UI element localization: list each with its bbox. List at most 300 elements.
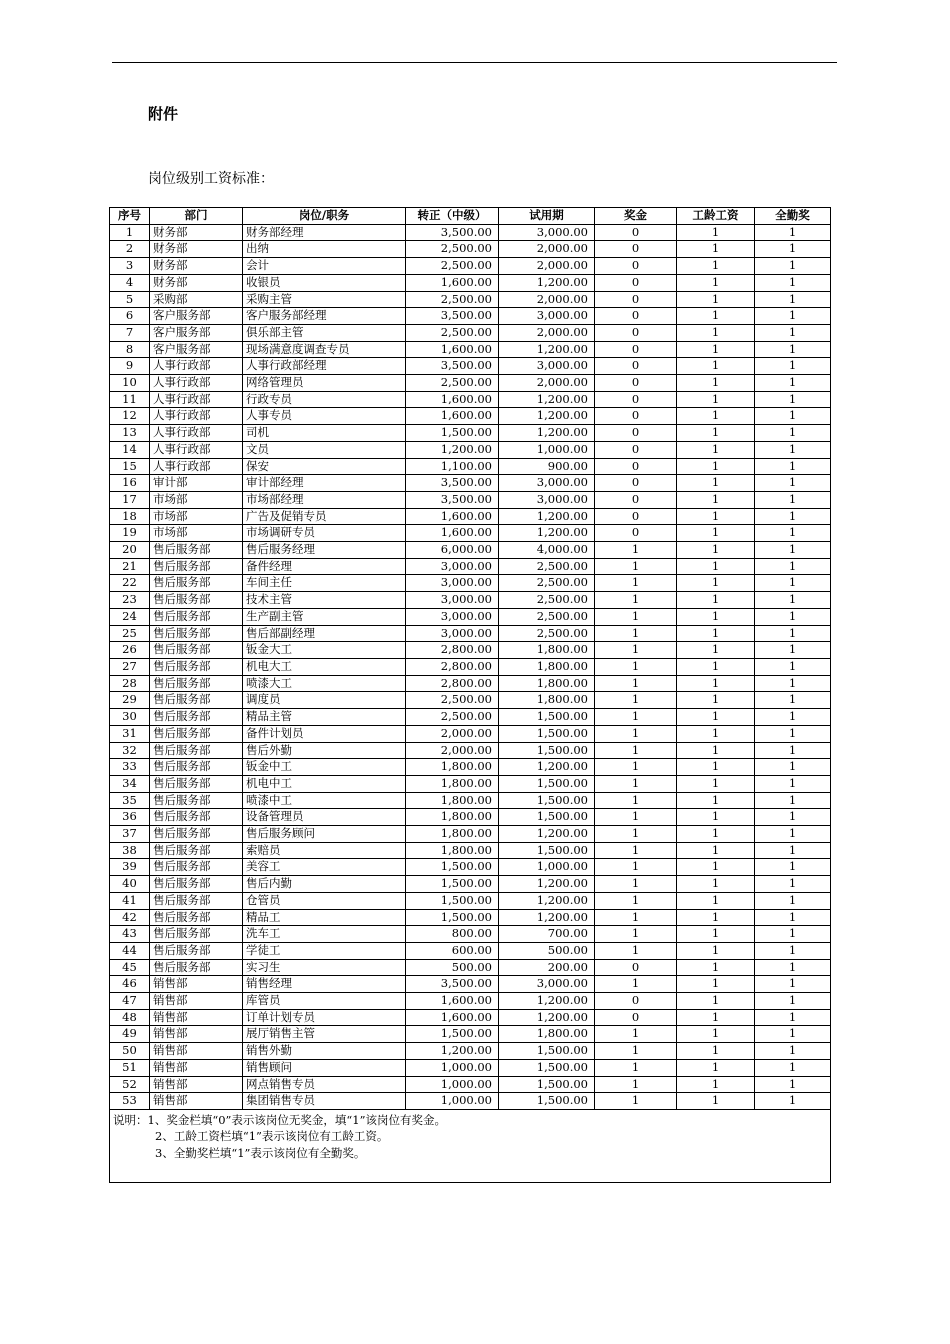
cell-department: 售后服务部 xyxy=(150,725,243,742)
cell-regular-salary: 800.00 xyxy=(406,926,499,943)
cell-regular-salary: 1,600.00 xyxy=(406,525,499,542)
cell-seniority-pay: 1 xyxy=(677,909,755,926)
cell-position: 展厅销售主管 xyxy=(243,1026,406,1043)
cell-index: 30 xyxy=(110,709,150,726)
cell-probation-salary: 1,500.00 xyxy=(499,725,595,742)
cell-position: 库管员 xyxy=(243,993,406,1010)
cell-probation-salary: 2,500.00 xyxy=(499,558,595,575)
cell-attendance-bonus: 1 xyxy=(755,909,831,926)
cell-department: 人事行政部 xyxy=(150,458,243,475)
cell-probation-salary: 1,200.00 xyxy=(499,525,595,542)
table-row xyxy=(110,658,831,675)
cell-bonus: 1 xyxy=(595,575,677,592)
cell-seniority-pay: 1 xyxy=(677,525,755,542)
cell-regular-salary: 2,500.00 xyxy=(406,375,499,392)
cell-index: 47 xyxy=(110,993,150,1010)
cell-regular-salary: 1,800.00 xyxy=(406,809,499,826)
cell-attendance-bonus: 1 xyxy=(755,258,831,275)
header-position: 岗位/职务 xyxy=(243,208,406,225)
cell-department: 人事行政部 xyxy=(150,408,243,425)
table-row xyxy=(110,425,831,442)
cell-department: 售后服务部 xyxy=(150,859,243,876)
cell-index: 5 xyxy=(110,291,150,308)
table-row xyxy=(110,391,831,408)
cell-index: 15 xyxy=(110,458,150,475)
cell-index: 4 xyxy=(110,274,150,291)
table-body xyxy=(110,224,831,1109)
cell-probation-salary: 3,000.00 xyxy=(499,491,595,508)
cell-seniority-pay: 1 xyxy=(677,692,755,709)
cell-regular-salary: 1,600.00 xyxy=(406,274,499,291)
cell-index: 7 xyxy=(110,324,150,341)
cell-bonus: 0 xyxy=(595,224,677,241)
cell-regular-salary: 3,500.00 xyxy=(406,491,499,508)
cell-position: 备件经理 xyxy=(243,558,406,575)
cell-attendance-bonus: 1 xyxy=(755,926,831,943)
cell-position: 订单计划专员 xyxy=(243,1009,406,1026)
cell-regular-salary: 1,500.00 xyxy=(406,909,499,926)
table-row xyxy=(110,642,831,659)
cell-department: 售后服务部 xyxy=(150,742,243,759)
cell-index: 16 xyxy=(110,475,150,492)
cell-probation-salary: 1,000.00 xyxy=(499,859,595,876)
cell-attendance-bonus: 1 xyxy=(755,425,831,442)
cell-probation-salary: 2,500.00 xyxy=(499,592,595,609)
cell-index: 24 xyxy=(110,608,150,625)
header-seniority-pay: 工龄工资 xyxy=(677,208,755,225)
cell-seniority-pay: 1 xyxy=(677,658,755,675)
table-row xyxy=(110,441,831,458)
cell-probation-salary: 1,500.00 xyxy=(499,842,595,859)
cell-department: 售后服务部 xyxy=(150,675,243,692)
cell-department: 销售部 xyxy=(150,1093,243,1110)
cell-bonus: 0 xyxy=(595,959,677,976)
cell-position: 出纳 xyxy=(243,241,406,258)
cell-department: 售后服务部 xyxy=(150,709,243,726)
table-header-row xyxy=(110,208,831,225)
cell-seniority-pay: 1 xyxy=(677,1059,755,1076)
cell-position: 司机 xyxy=(243,425,406,442)
cell-department: 人事行政部 xyxy=(150,375,243,392)
table-row xyxy=(110,926,831,943)
cell-probation-salary: 1,200.00 xyxy=(499,425,595,442)
cell-regular-salary: 2,500.00 xyxy=(406,241,499,258)
cell-bonus: 0 xyxy=(595,308,677,325)
cell-attendance-bonus: 1 xyxy=(755,775,831,792)
cell-attendance-bonus: 1 xyxy=(755,575,831,592)
cell-department: 售后服务部 xyxy=(150,575,243,592)
cell-position: 网络管理员 xyxy=(243,375,406,392)
cell-probation-salary: 1,200.00 xyxy=(499,391,595,408)
cell-index: 23 xyxy=(110,592,150,609)
cell-regular-salary: 1,600.00 xyxy=(406,1009,499,1026)
cell-index: 26 xyxy=(110,642,150,659)
cell-regular-salary: 1,600.00 xyxy=(406,408,499,425)
cell-regular-salary: 1,800.00 xyxy=(406,842,499,859)
cell-position: 广告及促销专员 xyxy=(243,508,406,525)
cell-bonus: 1 xyxy=(595,592,677,609)
cell-seniority-pay: 1 xyxy=(677,341,755,358)
cell-probation-salary: 3,000.00 xyxy=(499,475,595,492)
cell-attendance-bonus: 1 xyxy=(755,942,831,959)
cell-position: 喷漆大工 xyxy=(243,675,406,692)
cell-probation-salary: 1,500.00 xyxy=(499,792,595,809)
cell-regular-salary: 3,000.00 xyxy=(406,625,499,642)
cell-attendance-bonus: 1 xyxy=(755,491,831,508)
table-row xyxy=(110,575,831,592)
table-row xyxy=(110,241,831,258)
cell-attendance-bonus: 1 xyxy=(755,692,831,709)
cell-position: 调度员 xyxy=(243,692,406,709)
cell-attendance-bonus: 1 xyxy=(755,1059,831,1076)
cell-attendance-bonus: 1 xyxy=(755,826,831,843)
table-row xyxy=(110,375,831,392)
table-row xyxy=(110,475,831,492)
table-row xyxy=(110,909,831,926)
cell-regular-salary: 3,500.00 xyxy=(406,224,499,241)
cell-regular-salary: 6,000.00 xyxy=(406,542,499,559)
table-row xyxy=(110,525,831,542)
cell-position: 售后内勤 xyxy=(243,876,406,893)
cell-regular-salary: 2,000.00 xyxy=(406,725,499,742)
cell-index: 8 xyxy=(110,341,150,358)
cell-seniority-pay: 1 xyxy=(677,608,755,625)
table-row xyxy=(110,792,831,809)
cell-probation-salary: 1,200.00 xyxy=(499,1009,595,1026)
cell-bonus: 0 xyxy=(595,491,677,508)
cell-position: 仓管员 xyxy=(243,892,406,909)
cell-position: 实习生 xyxy=(243,959,406,976)
cell-seniority-pay: 1 xyxy=(677,575,755,592)
cell-regular-salary: 1,500.00 xyxy=(406,425,499,442)
cell-index: 13 xyxy=(110,425,150,442)
cell-seniority-pay: 1 xyxy=(677,425,755,442)
cell-bonus: 1 xyxy=(595,608,677,625)
table-row xyxy=(110,959,831,976)
cell-department: 财务部 xyxy=(150,258,243,275)
cell-department: 市场部 xyxy=(150,525,243,542)
cell-attendance-bonus: 1 xyxy=(755,1009,831,1026)
cell-index: 34 xyxy=(110,775,150,792)
cell-index: 53 xyxy=(110,1093,150,1110)
cell-department: 售后服务部 xyxy=(150,909,243,926)
notes-cell xyxy=(110,1109,831,1182)
cell-bonus: 1 xyxy=(595,1026,677,1043)
cell-attendance-bonus: 1 xyxy=(755,324,831,341)
cell-regular-salary: 1,500.00 xyxy=(406,1026,499,1043)
cell-seniority-pay: 1 xyxy=(677,892,755,909)
cell-department: 销售部 xyxy=(150,1043,243,1060)
cell-seniority-pay: 1 xyxy=(677,709,755,726)
cell-position: 市场部经理 xyxy=(243,491,406,508)
cell-regular-salary: 1,500.00 xyxy=(406,892,499,909)
cell-position: 会计 xyxy=(243,258,406,275)
table-row xyxy=(110,358,831,375)
cell-attendance-bonus: 1 xyxy=(755,1043,831,1060)
cell-bonus: 0 xyxy=(595,441,677,458)
cell-regular-salary: 2,800.00 xyxy=(406,642,499,659)
cell-probation-salary: 2,500.00 xyxy=(499,625,595,642)
cell-regular-salary: 1,600.00 xyxy=(406,993,499,1010)
cell-department: 售后服务部 xyxy=(150,692,243,709)
cell-attendance-bonus: 1 xyxy=(755,592,831,609)
cell-bonus: 1 xyxy=(595,926,677,943)
cell-bonus: 1 xyxy=(595,625,677,642)
cell-department: 销售部 xyxy=(150,1076,243,1093)
attachment-label: 附件 xyxy=(148,105,179,123)
cell-attendance-bonus: 1 xyxy=(755,859,831,876)
cell-position: 采购主管 xyxy=(243,291,406,308)
table-row xyxy=(110,709,831,726)
cell-attendance-bonus: 1 xyxy=(755,274,831,291)
cell-seniority-pay: 1 xyxy=(677,241,755,258)
cell-department: 销售部 xyxy=(150,976,243,993)
cell-index: 1 xyxy=(110,224,150,241)
header-department: 部门 xyxy=(150,208,243,225)
cell-position: 钣金大工 xyxy=(243,642,406,659)
cell-seniority-pay: 1 xyxy=(677,675,755,692)
cell-department: 售后服务部 xyxy=(150,658,243,675)
header-probation-salary: 试用期 xyxy=(499,208,595,225)
cell-bonus: 1 xyxy=(595,792,677,809)
cell-regular-salary: 1,500.00 xyxy=(406,876,499,893)
cell-position: 收银员 xyxy=(243,274,406,291)
cell-seniority-pay: 1 xyxy=(677,542,755,559)
cell-attendance-bonus: 1 xyxy=(755,742,831,759)
cell-seniority-pay: 1 xyxy=(677,876,755,893)
cell-position: 审计部经理 xyxy=(243,475,406,492)
cell-seniority-pay: 1 xyxy=(677,458,755,475)
cell-bonus: 1 xyxy=(595,658,677,675)
cell-position: 售后外勤 xyxy=(243,742,406,759)
cell-regular-salary: 600.00 xyxy=(406,942,499,959)
cell-bonus: 0 xyxy=(595,241,677,258)
note-line-2: 2、工龄工资栏填“1”表示该岗位有工龄工资。 xyxy=(155,1129,389,1144)
cell-department: 客户服务部 xyxy=(150,324,243,341)
cell-bonus: 0 xyxy=(595,341,677,358)
cell-position: 机电大工 xyxy=(243,658,406,675)
table-row xyxy=(110,1026,831,1043)
cell-bonus: 1 xyxy=(595,759,677,776)
cell-department: 审计部 xyxy=(150,475,243,492)
table-row xyxy=(110,1009,831,1026)
cell-attendance-bonus: 1 xyxy=(755,642,831,659)
cell-department: 销售部 xyxy=(150,1059,243,1076)
cell-department: 售后服务部 xyxy=(150,926,243,943)
cell-seniority-pay: 1 xyxy=(677,959,755,976)
cell-seniority-pay: 1 xyxy=(677,625,755,642)
cell-department: 售后服务部 xyxy=(150,842,243,859)
cell-probation-salary: 3,000.00 xyxy=(499,976,595,993)
cell-bonus: 1 xyxy=(595,542,677,559)
table-row xyxy=(110,842,831,859)
cell-department: 售后服务部 xyxy=(150,876,243,893)
cell-attendance-bonus: 1 xyxy=(755,558,831,575)
cell-department: 售后服务部 xyxy=(150,809,243,826)
table-row xyxy=(110,942,831,959)
cell-attendance-bonus: 1 xyxy=(755,959,831,976)
cell-position: 索赔员 xyxy=(243,842,406,859)
cell-bonus: 1 xyxy=(595,809,677,826)
cell-department: 人事行政部 xyxy=(150,425,243,442)
cell-index: 19 xyxy=(110,525,150,542)
cell-attendance-bonus: 1 xyxy=(755,725,831,742)
cell-probation-salary: 1,200.00 xyxy=(499,909,595,926)
cell-index: 37 xyxy=(110,826,150,843)
cell-seniority-pay: 1 xyxy=(677,1009,755,1026)
cell-seniority-pay: 1 xyxy=(677,508,755,525)
cell-department: 售后服务部 xyxy=(150,826,243,843)
table-row xyxy=(110,1043,831,1060)
cell-department: 客户服务部 xyxy=(150,308,243,325)
table-row xyxy=(110,508,831,525)
table-row xyxy=(110,892,831,909)
cell-probation-salary: 2,000.00 xyxy=(499,258,595,275)
cell-seniority-pay: 1 xyxy=(677,308,755,325)
cell-department: 售后服务部 xyxy=(150,592,243,609)
cell-department: 人事行政部 xyxy=(150,441,243,458)
cell-bonus: 0 xyxy=(595,324,677,341)
cell-position: 喷漆中工 xyxy=(243,792,406,809)
cell-regular-salary: 1,800.00 xyxy=(406,775,499,792)
cell-index: 12 xyxy=(110,408,150,425)
cell-bonus: 1 xyxy=(595,859,677,876)
cell-attendance-bonus: 1 xyxy=(755,408,831,425)
cell-seniority-pay: 1 xyxy=(677,859,755,876)
cell-seniority-pay: 1 xyxy=(677,1093,755,1110)
cell-seniority-pay: 1 xyxy=(677,976,755,993)
cell-seniority-pay: 1 xyxy=(677,358,755,375)
cell-regular-salary: 1,000.00 xyxy=(406,1059,499,1076)
cell-index: 17 xyxy=(110,491,150,508)
cell-index: 43 xyxy=(110,926,150,943)
cell-attendance-bonus: 1 xyxy=(755,508,831,525)
cell-seniority-pay: 1 xyxy=(677,558,755,575)
table-row xyxy=(110,993,831,1010)
cell-index: 39 xyxy=(110,859,150,876)
cell-regular-salary: 1,200.00 xyxy=(406,441,499,458)
cell-position: 市场调研专员 xyxy=(243,525,406,542)
header-regular-salary: 转正（中级） xyxy=(406,208,499,225)
table-row xyxy=(110,625,831,642)
table-row xyxy=(110,675,831,692)
cell-department: 售后服务部 xyxy=(150,558,243,575)
cell-attendance-bonus: 1 xyxy=(755,441,831,458)
cell-department: 财务部 xyxy=(150,274,243,291)
cell-department: 人事行政部 xyxy=(150,391,243,408)
cell-attendance-bonus: 1 xyxy=(755,625,831,642)
cell-regular-salary: 2,500.00 xyxy=(406,258,499,275)
note-line-3: 3、全勤奖栏填“1”表示该岗位有全勤奖。 xyxy=(155,1145,366,1160)
table-row xyxy=(110,826,831,843)
cell-regular-salary: 3,000.00 xyxy=(406,575,499,592)
cell-seniority-pay: 1 xyxy=(677,375,755,392)
table-row xyxy=(110,809,831,826)
cell-position: 售后服务经理 xyxy=(243,542,406,559)
cell-attendance-bonus: 1 xyxy=(755,1093,831,1110)
cell-probation-salary: 1,800.00 xyxy=(499,658,595,675)
cell-bonus: 1 xyxy=(595,826,677,843)
cell-position: 销售顾问 xyxy=(243,1059,406,1076)
cell-position: 精品工 xyxy=(243,909,406,926)
cell-seniority-pay: 1 xyxy=(677,926,755,943)
cell-bonus: 1 xyxy=(595,892,677,909)
cell-index: 44 xyxy=(110,942,150,959)
cell-regular-salary: 2,800.00 xyxy=(406,658,499,675)
cell-index: 50 xyxy=(110,1043,150,1060)
cell-probation-salary: 1,200.00 xyxy=(499,759,595,776)
cell-regular-salary: 1,800.00 xyxy=(406,759,499,776)
cell-bonus: 0 xyxy=(595,475,677,492)
cell-index: 41 xyxy=(110,892,150,909)
cell-position: 售后部副经理 xyxy=(243,625,406,642)
cell-probation-salary: 2,500.00 xyxy=(499,608,595,625)
cell-bonus: 1 xyxy=(595,976,677,993)
cell-index: 27 xyxy=(110,658,150,675)
table-row xyxy=(110,775,831,792)
table-row xyxy=(110,759,831,776)
cell-probation-salary: 1,500.00 xyxy=(499,709,595,726)
cell-attendance-bonus: 1 xyxy=(755,358,831,375)
cell-seniority-pay: 1 xyxy=(677,592,755,609)
cell-attendance-bonus: 1 xyxy=(755,475,831,492)
cell-index: 42 xyxy=(110,909,150,926)
cell-department: 客户服务部 xyxy=(150,341,243,358)
cell-seniority-pay: 1 xyxy=(677,1043,755,1060)
cell-index: 38 xyxy=(110,842,150,859)
table-row xyxy=(110,408,831,425)
cell-probation-salary: 1,200.00 xyxy=(499,508,595,525)
cell-probation-salary: 1,800.00 xyxy=(499,642,595,659)
header-attendance-bonus: 全勤奖 xyxy=(755,208,831,225)
table-row xyxy=(110,542,831,559)
cell-position: 行政专员 xyxy=(243,391,406,408)
cell-index: 21 xyxy=(110,558,150,575)
cell-probation-salary: 1,200.00 xyxy=(499,341,595,358)
cell-position: 车间主任 xyxy=(243,575,406,592)
header-rule xyxy=(112,62,837,63)
header-bonus: 奖金 xyxy=(595,208,677,225)
cell-seniority-pay: 1 xyxy=(677,942,755,959)
cell-department: 市场部 xyxy=(150,491,243,508)
cell-regular-salary: 2,000.00 xyxy=(406,742,499,759)
cell-index: 18 xyxy=(110,508,150,525)
cell-regular-salary: 3,000.00 xyxy=(406,592,499,609)
cell-probation-salary: 1,200.00 xyxy=(499,876,595,893)
cell-seniority-pay: 1 xyxy=(677,742,755,759)
cell-probation-salary: 1,200.00 xyxy=(499,892,595,909)
cell-department: 市场部 xyxy=(150,508,243,525)
cell-department: 财务部 xyxy=(150,224,243,241)
cell-regular-salary: 2,500.00 xyxy=(406,324,499,341)
table-row xyxy=(110,976,831,993)
cell-seniority-pay: 1 xyxy=(677,491,755,508)
cell-probation-salary: 3,000.00 xyxy=(499,308,595,325)
table-row xyxy=(110,258,831,275)
cell-attendance-bonus: 1 xyxy=(755,608,831,625)
cell-position: 精品主管 xyxy=(243,709,406,726)
cell-attendance-bonus: 1 xyxy=(755,1076,831,1093)
cell-department: 售后服务部 xyxy=(150,642,243,659)
cell-probation-salary: 1,500.00 xyxy=(499,1043,595,1060)
cell-bonus: 1 xyxy=(595,775,677,792)
cell-department: 采购部 xyxy=(150,291,243,308)
cell-probation-salary: 1,200.00 xyxy=(499,408,595,425)
cell-seniority-pay: 1 xyxy=(677,1026,755,1043)
cell-attendance-bonus: 1 xyxy=(755,542,831,559)
cell-department: 售后服务部 xyxy=(150,775,243,792)
cell-probation-salary: 1,500.00 xyxy=(499,809,595,826)
